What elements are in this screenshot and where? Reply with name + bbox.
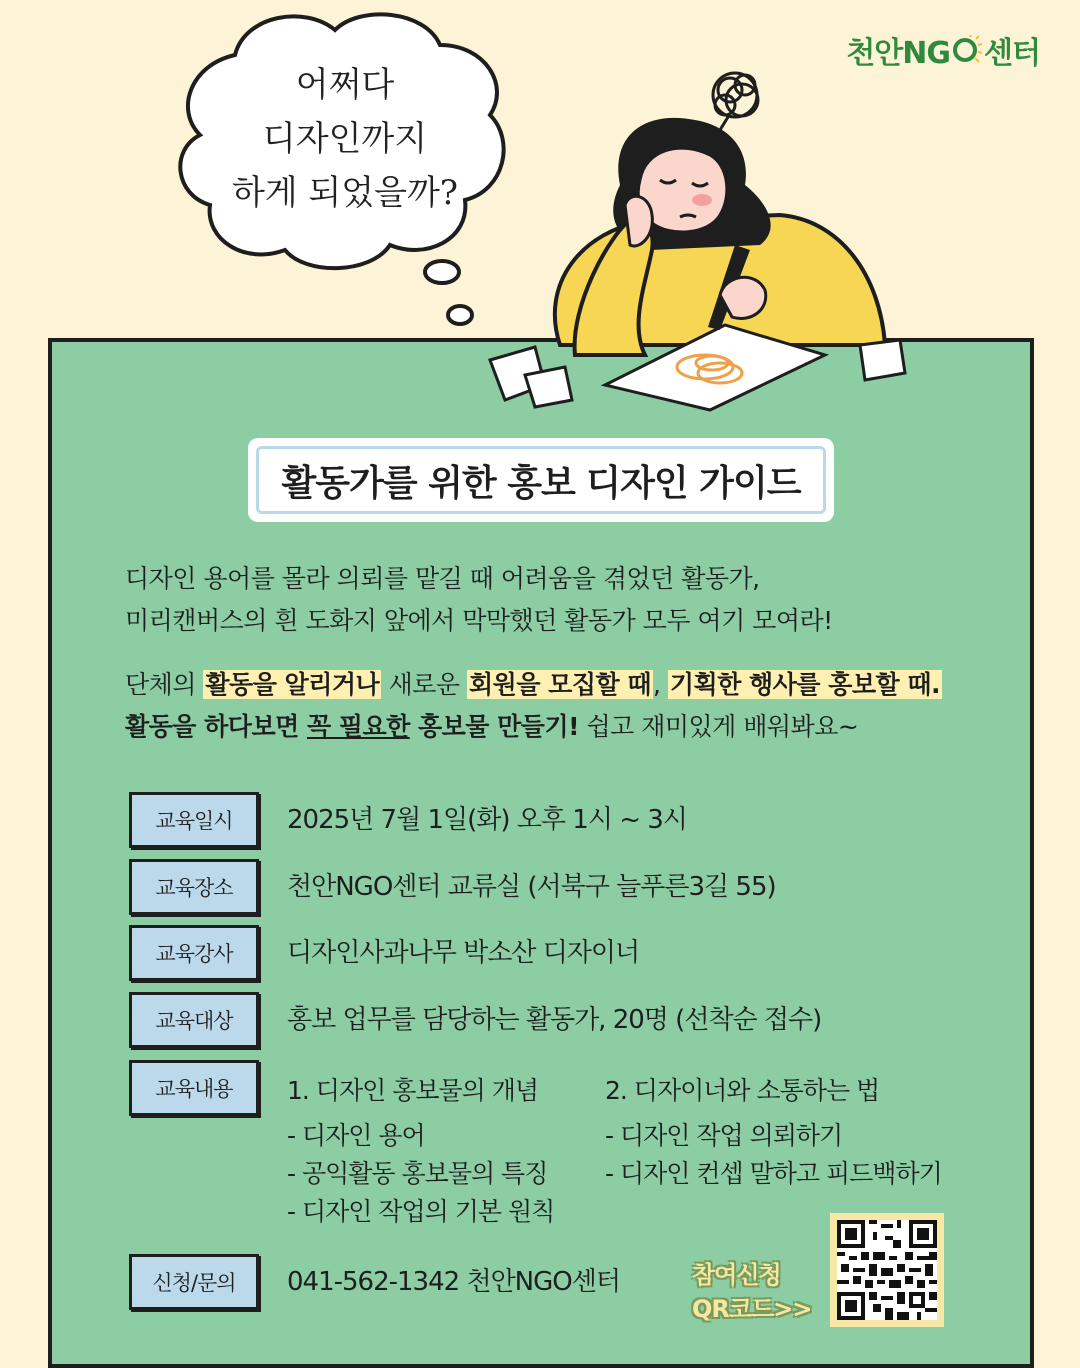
thought-text — [205, 58, 485, 220]
list-item: - 디자인 작업 의뢰하기 — [605, 1121, 843, 1150]
intro-text: 쉽고 재미있게 배워봐요~ — [579, 712, 859, 741]
date-value: 2025년 7월 1일(화) 오후 1시 ~ 3시 — [287, 805, 687, 835]
intro-paragraph-2 — [125, 664, 1005, 748]
content-list-2 — [605, 1117, 942, 1193]
qr-code-icon[interactable] — [837, 1220, 937, 1320]
lecturer-label: 교육강사 — [129, 925, 259, 981]
apply-qr-callout — [692, 1258, 832, 1326]
intro-line-2: 미리캔버스의 흰 도화지 앞에서 막막했던 활동가 모두 여기 모여라! — [125, 606, 833, 635]
contact-value: 041-562-1342 천안NGO센터 — [287, 1267, 620, 1297]
info-row-lecturer — [129, 925, 639, 981]
intro-text: 새로운 — [381, 670, 468, 699]
info-row-contact — [129, 1254, 620, 1310]
target-value: 홍보 업무를 담당하는 활동가, 20명 (선착순 접수) — [287, 1005, 822, 1035]
content-heading-1: 1. 디자인 홍보물의 개념 — [287, 1076, 539, 1105]
content-heading-2: 2. 디자이너와 소통하는 법 — [605, 1076, 880, 1105]
intro-text: , — [653, 670, 668, 699]
content-label: 교육내용 — [129, 1060, 259, 1116]
thought-line-1: 어쩌다 — [295, 65, 395, 105]
lecturer-value: 디자인사과나무 박소산 디자이너 — [287, 938, 640, 968]
highlight-text: 회원을 모집할 때 — [469, 670, 651, 699]
intro-paragraph-1 — [125, 558, 1005, 642]
content-list-1 — [287, 1117, 554, 1231]
intro-line-1: 디자인 용어를 몰라 의뢰를 맡길 때 어려움을 겪었던 활동가, — [125, 564, 760, 593]
list-item: - 디자인 용어 — [287, 1121, 425, 1150]
list-item: - 디자인 작업의 기본 원칙 — [287, 1197, 555, 1226]
apply-line-1: 참여신청 — [692, 1261, 781, 1289]
intro-text: 단체의 — [125, 670, 204, 699]
place-label: 교육장소 — [129, 859, 259, 915]
bold-text: 홍보물 만들기! — [409, 712, 579, 741]
scribble-icon — [713, 73, 758, 130]
logo-text-left: 천안NG — [846, 36, 951, 71]
thought-line-2: 디자인까지 — [262, 119, 428, 159]
info-row-place — [129, 859, 776, 915]
content-columns — [287, 1065, 987, 1235]
place-value: 천안NGO센터 교류실 (서북구 늘푸른3길 55) — [287, 872, 776, 902]
list-item: - 공익활동 홍보물의 특징 — [287, 1159, 548, 1188]
thought-bubble — [175, 0, 520, 340]
info-row-content — [129, 1060, 259, 1116]
thought-line-3: 하게 되었을까? — [231, 173, 459, 213]
qr-code[interactable] — [830, 1213, 944, 1327]
date-label: 교육일시 — [129, 792, 259, 848]
highlight-text: 활동을 알리거나 — [205, 670, 380, 699]
list-item: - 디자인 컨셉 말하고 피드백하기 — [605, 1159, 942, 1188]
underline-text: 꼭 필요한 — [306, 712, 410, 741]
sun-icon — [952, 35, 982, 65]
info-row-target — [129, 992, 821, 1048]
apply-line-2: QR코드>> — [692, 1295, 812, 1323]
tired-designer-illustration — [480, 55, 920, 415]
highlight-text: 기획한 행사를 홍보할 때. — [669, 670, 941, 699]
logo-text-right: 센터 — [984, 36, 1040, 71]
bold-text: 활동을 하다보면 — [125, 712, 307, 741]
contact-label: 신청/문의 — [129, 1254, 259, 1310]
target-label: 교육대상 — [129, 992, 259, 1048]
info-row-date — [129, 792, 687, 848]
title-box — [248, 438, 834, 522]
page-title: 활동가를 위한 홍보 디자인 가이드 — [256, 446, 826, 514]
